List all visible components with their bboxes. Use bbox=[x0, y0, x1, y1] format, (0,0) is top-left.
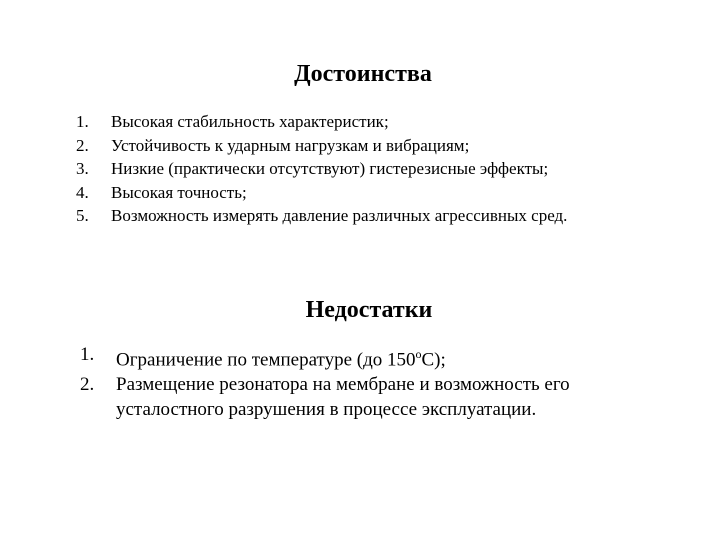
list-item-number: 1. bbox=[80, 344, 95, 365]
degree-superscript: о bbox=[415, 347, 422, 361]
list-item-text: Устойчивость к ударным нагрузкам и вибрациям; bbox=[111, 135, 470, 155]
advantages-list bbox=[76, 110, 631, 228]
disadvantages-list bbox=[80, 342, 620, 422]
advantages-heading: Достоинства bbox=[294, 61, 432, 87]
list-item-text bbox=[116, 342, 620, 372]
list-item-number: 4. bbox=[76, 182, 89, 202]
list-item bbox=[76, 181, 631, 205]
list-item-text: Высокая точность; bbox=[111, 182, 247, 202]
list-item bbox=[80, 342, 620, 372]
list-item-text: Размещение резонатора на мембране и возможность его усталостного разрушения в процессе эксплуатации. bbox=[116, 374, 570, 421]
list-item-number: 3. bbox=[76, 159, 89, 178]
list-item bbox=[76, 134, 631, 158]
list-item bbox=[80, 372, 620, 422]
list-item-number: 2. bbox=[76, 135, 89, 155]
list-item bbox=[76, 110, 631, 134]
list-item-text: Низкие (практически отсутствуют) гистерезисные эффекты; bbox=[111, 159, 549, 178]
list-item-number: 1. bbox=[76, 112, 89, 131]
list-item-text: Высокая стабильность характеристик; bbox=[111, 112, 389, 131]
list-item-text-part: Ограничение по температуре (до 150 bbox=[116, 349, 416, 371]
list-item-number: 2. bbox=[80, 374, 95, 396]
list-item-text: Возможность измерять давление различных агрессивных сред. bbox=[111, 206, 568, 225]
list-item-text-part: С); bbox=[421, 349, 446, 371]
list-item bbox=[76, 157, 631, 181]
list-item-number: 5. bbox=[76, 206, 89, 225]
list-item bbox=[76, 204, 631, 228]
disadvantages-heading: Недостатки bbox=[305, 297, 433, 323]
